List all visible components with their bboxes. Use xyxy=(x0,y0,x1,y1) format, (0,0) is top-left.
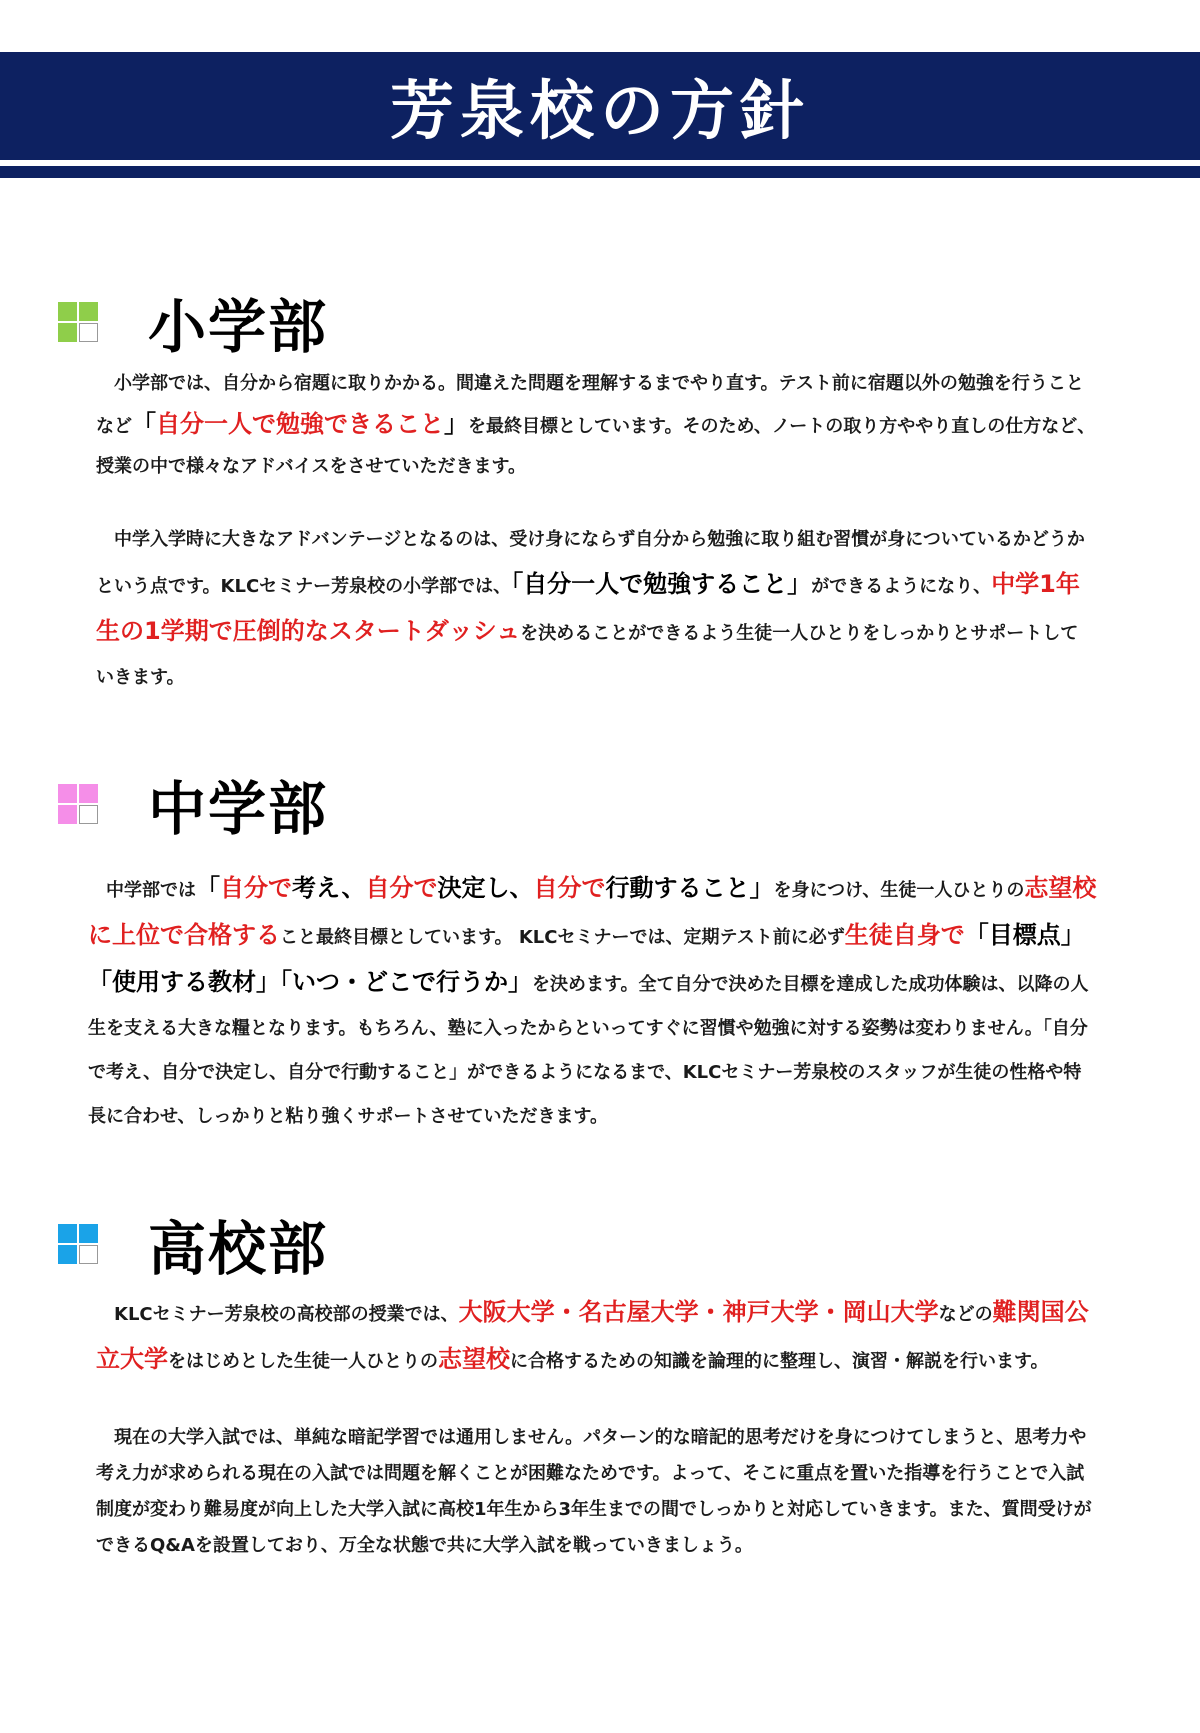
section-heading-junior xyxy=(58,762,328,846)
section-title-high: 高校部 xyxy=(148,1215,329,1283)
section-title-elementary: 小学部 xyxy=(148,293,329,361)
section-title-junior: 中学部 xyxy=(148,775,329,843)
four-squares-icon xyxy=(58,784,98,824)
four-squares-icon xyxy=(58,302,98,342)
elementary-paragraph-2: 中学入学時に大きなアドバンテージとなるのは、受け身にならず自分から勉強に取り組む習慣が身についているかどうかという点です。KLCセミナー芳泉校の小学部では、「自分一人で勉強すること」ができるようになり、中学1年生の1学期で圧倒的なスタートダッシュを決めることができるよう生徒一人ひとりをしっかりとサポートしていきます。 xyxy=(96,529,1085,688)
high-paragraph-2: 現在の大学入試では、単純な暗記学習では通用しません。パターン的な暗記的思考だけを身につけてしまうと、思考力や考え力が求められる現在の入試では問題を解くことが困難なためです。よって、そこに重点を置いた指導を行うことで入試制度が変わり難易度が向上した大学入試に高校1年生から3年生までの間でしっかりと対応していきます。また、質問受けができるQ&Aを設置しており、万全な状態で共に大学入試を戦っていきましょう。 xyxy=(96,1427,1092,1556)
high-paragraph-1: KLCセミナー芳泉校の高校部の授業では、大阪大学・名古屋大学・神戸大学・岡山大学などの難関国公立大学をはじめとした生徒一人ひとりの志望校に合格するための知識を論理的に整理し、演習・解説を行います。 xyxy=(96,1298,1089,1373)
four-squares-icon xyxy=(58,1224,98,1264)
junior-paragraph: 中学部では「自分で考え、自分で決定し、自分で行動すること」を身につけ、生徒一人ひとりの志望校に上位で合格すること最終目標としています。 KLCセミナーでは、定期テスト前に必ず生徒自身で「目標点」「使用する教材」「いつ・どこで行うか」を決めます。全て自分で決めた目標を達成した成功体験は、以降の人生を支える大きな糧となります。もちろん、塾に入ったからといってすぐに習慣や勉強に対する姿勢は変わりません。「自分で考え、自分で決定し、自分で行動すること」ができるようになるまで、KLCセミナー芳泉校のスタッフが生徒の性格や特長に合わせ、しっかりと粘り強くサポートさせていただきます。 xyxy=(88,874,1097,1127)
section-heading-high xyxy=(58,1202,328,1286)
section-heading-elementary xyxy=(58,280,328,364)
page-title: 芳泉校の方針 xyxy=(390,75,810,149)
banner-divider xyxy=(0,166,1200,178)
elementary-paragraph-1: 小学部では、自分から宿題に取りかかる。間違えた問題を理解するまでやり直す。テスト前に宿題以外の勉強を行うことなど「自分一人で勉強できること」を最終目標としています。そのため、ノートの取り方ややり直しの仕方など、授業の中で様々なアドバイスをさせていただきます。 xyxy=(96,373,1096,477)
header-banner xyxy=(0,52,1200,160)
